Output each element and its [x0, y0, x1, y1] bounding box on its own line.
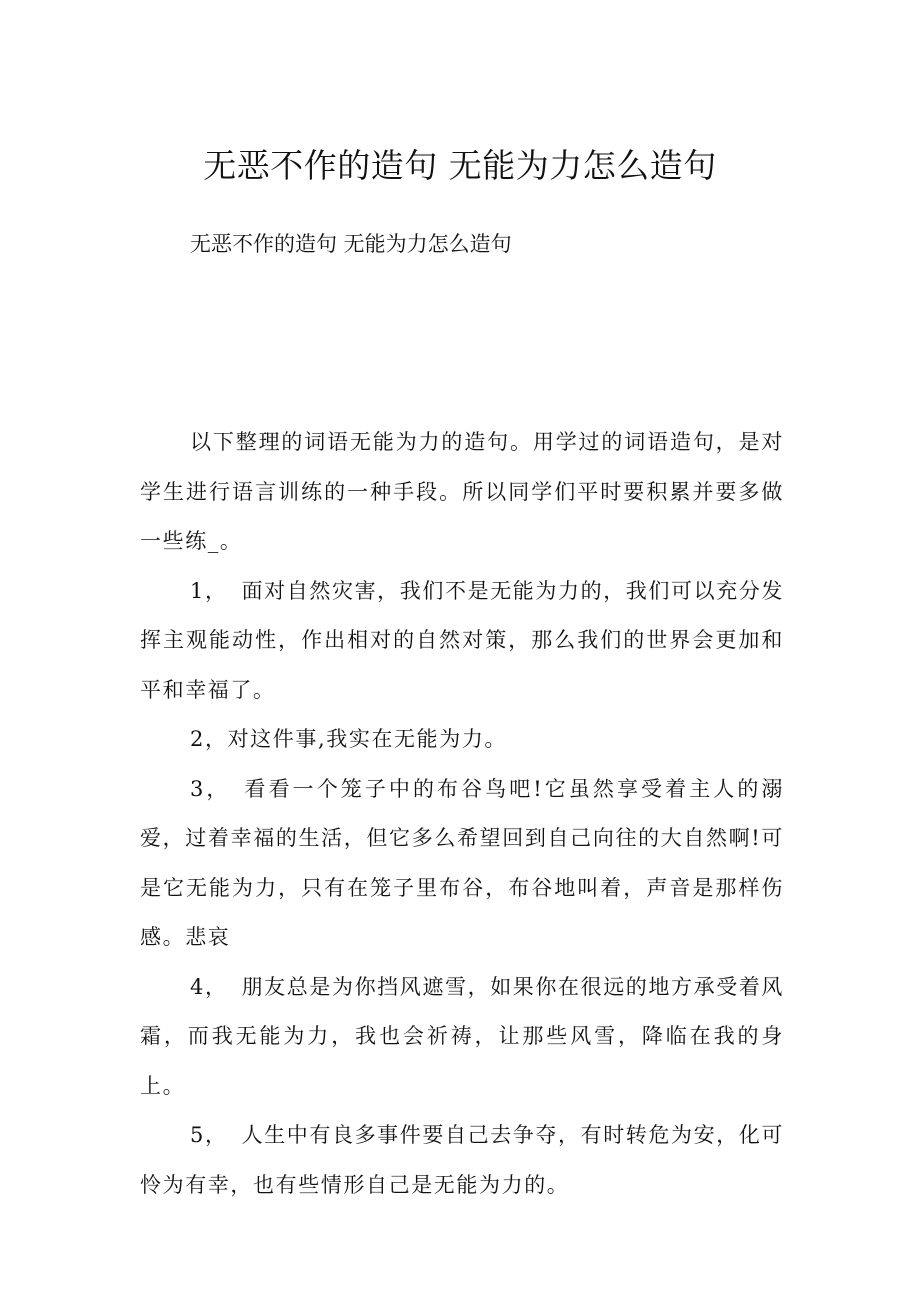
sentence-text: 人生中有良多事件要自己去争夺，有时转危为安，化可怜为有幸，也有些情形自己是无能为力的。: [140, 1123, 785, 1197]
sentence-item: [140, 963, 784, 1112]
document-subtitle: 无恶不作的造句 无能为力怎么造句: [190, 232, 512, 256]
sentence-text: 对这件事,我实在无能为力。: [227, 727, 508, 751]
sentence-text: 看看一个笼子中的布谷鸟吧!它虽然享受着主人的溺爱，过着幸福的生活，但它多么希望回到自己向往的大自然啊!可是它无能为力，只有在笼子里布谷，布谷地叫着，声音是那样伤感。悲哀: [140, 776, 784, 949]
sentence-number: 2，: [190, 727, 228, 751]
sentence-text: 朋友总是为你挡风遮雪，如果你在很远的地方承受着风霜，而我无能为力，我也会祈祷，让那些风雪，降临在我的身上。: [140, 974, 785, 1098]
sentence-item: [140, 1111, 784, 1210]
document-body: [140, 418, 784, 1210]
document-title: 无恶不作的造句 无能为力怎么造句: [203, 146, 717, 185]
sentence-text: 面对自然灾害，我们不是无能为力的，我们可以充分发挥主观能动性，作出相对的自然对策，那么我们的世界会更加和平和幸福了。: [140, 578, 785, 702]
sentence-item: [140, 765, 784, 963]
sentence-number: 4，: [190, 974, 228, 999]
intro-paragraph: 以下整理的词语无能为力的造句。用学过的词语造句，是对学生进行语言训练的一种手段。所以同学们平时要积累并要多做一些练_。: [140, 430, 784, 553]
sentence-number: 1，: [190, 578, 228, 603]
sentence-number: 5，: [190, 1123, 228, 1147]
sentence-item: [140, 567, 784, 716]
sentence-item: [140, 715, 784, 765]
sentence-number: 3，: [190, 776, 231, 801]
